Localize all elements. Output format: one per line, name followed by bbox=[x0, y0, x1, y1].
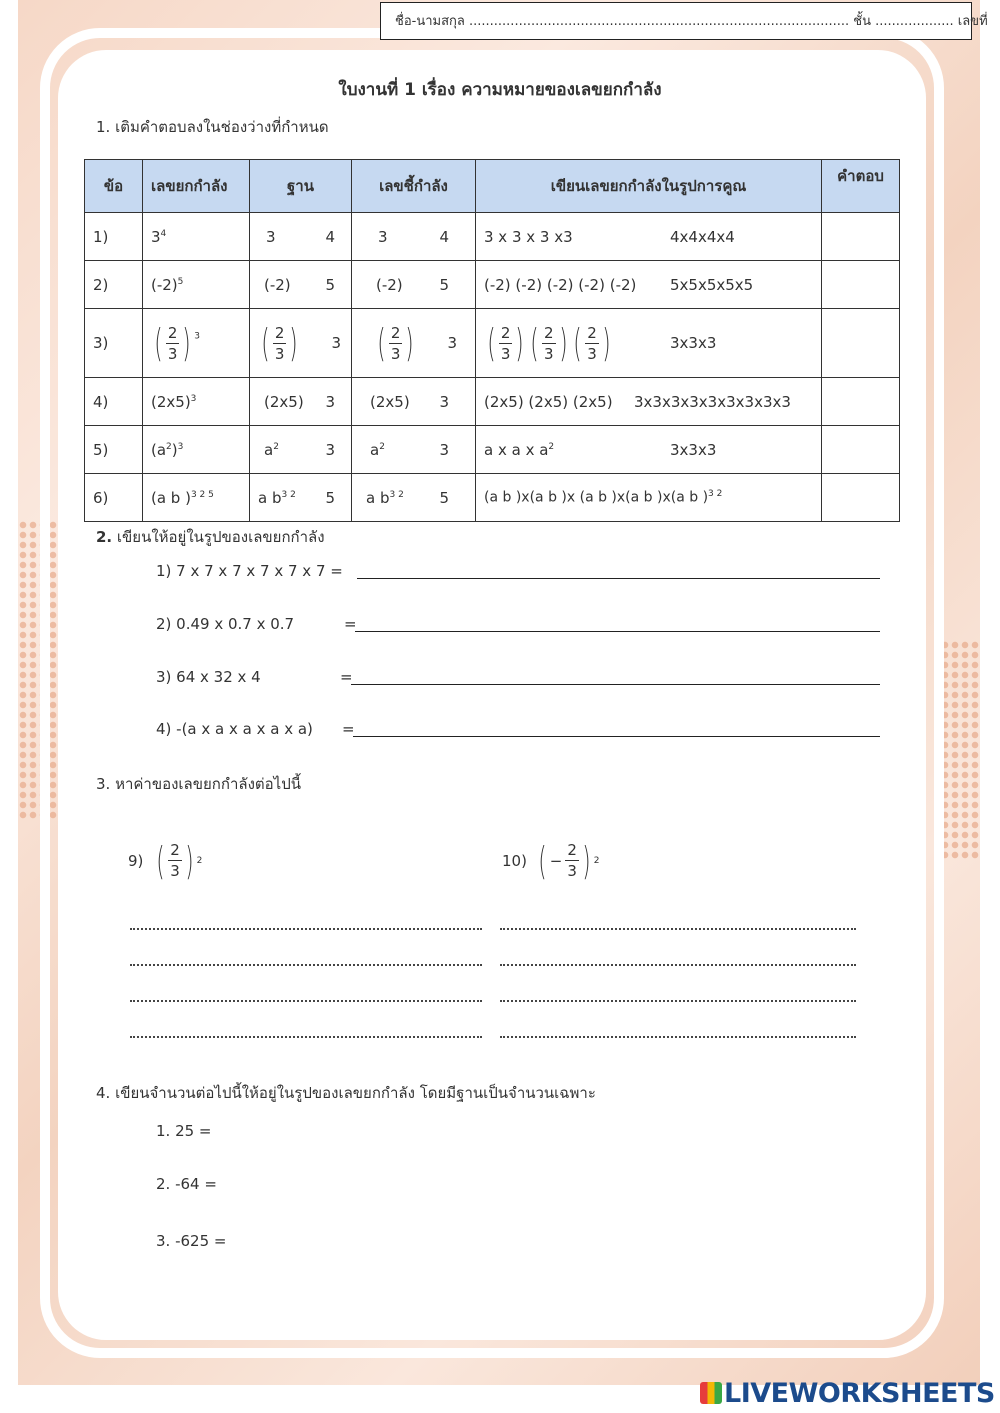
answer-cell[interactable] bbox=[822, 309, 900, 378]
fraction: ( 2 3 ) bbox=[530, 321, 568, 365]
answer-cell[interactable] bbox=[822, 474, 900, 522]
equals-sign: = bbox=[344, 615, 357, 633]
worksheet-title: ใบงานที่ 1 เรื่อง ความหมายของเลขยกกำลัง bbox=[338, 80, 662, 100]
logo-icon bbox=[700, 1382, 722, 1404]
multiplication-cell[interactable] bbox=[476, 426, 822, 474]
exp-b: 5 bbox=[439, 488, 449, 507]
answer-line-1[interactable] bbox=[357, 578, 880, 579]
section2-item-1: 1) 7 x 7 x 7 x 7 x 7 x 7 = bbox=[156, 562, 343, 580]
exp-a: 3 bbox=[378, 227, 388, 246]
multiplication-cell[interactable] bbox=[476, 309, 822, 378]
work-line-10-4[interactable] bbox=[500, 1036, 856, 1038]
expr-exponent: 3 bbox=[194, 331, 200, 341]
table-row bbox=[85, 426, 900, 474]
expr-base: (-2) bbox=[151, 275, 178, 294]
multiplication-cell[interactable] bbox=[476, 474, 822, 522]
row-number: 2) bbox=[85, 261, 143, 309]
expr-cell bbox=[143, 426, 250, 474]
base-b: 3 bbox=[331, 334, 341, 352]
exponent-cell[interactable] bbox=[352, 378, 476, 426]
expr-exponent: 5 bbox=[177, 276, 184, 287]
exponent-cell[interactable] bbox=[352, 213, 476, 261]
equals-sign: = bbox=[342, 720, 355, 738]
multiplication-cell[interactable] bbox=[476, 378, 822, 426]
expr-base: (a b ) bbox=[151, 488, 191, 507]
section2-item-4: 4) -(a x a x a x a x a) bbox=[156, 720, 313, 738]
exp-b: 4 bbox=[439, 227, 449, 246]
mult-a: (a b )x(a b )x (a b )x(a b )x(a b ) bbox=[484, 489, 709, 506]
expr-cell bbox=[143, 309, 250, 378]
problem-9-exponent: 2 bbox=[196, 855, 203, 866]
base-a: (2x5) bbox=[264, 392, 304, 411]
work-line-9-4[interactable] bbox=[130, 1036, 482, 1038]
answer-cell[interactable] bbox=[822, 378, 900, 426]
mult-a: 3 x 3 x 3 x3 bbox=[484, 227, 573, 246]
expr-close: ) bbox=[171, 440, 178, 459]
table-row bbox=[85, 309, 900, 378]
row-number: 5) bbox=[85, 426, 143, 474]
base-sup: 2 bbox=[273, 441, 279, 452]
exponent-cell[interactable] bbox=[352, 309, 476, 378]
problem-10-exponent: 2 bbox=[593, 855, 600, 866]
fraction: ( 2 3 ) bbox=[377, 321, 414, 365]
expr-exponent: 3 2 5 bbox=[190, 489, 214, 500]
mult-a: (-2) (-2) (-2) (-2) (-2) bbox=[484, 275, 637, 294]
mult-b: 3x3x3 bbox=[670, 334, 717, 352]
base-cell[interactable] bbox=[250, 426, 352, 474]
fraction: ( 2 3 ) bbox=[154, 321, 191, 365]
section4-item-1[interactable]: 1. 25 = bbox=[156, 1122, 212, 1140]
expr-cell bbox=[143, 474, 250, 522]
name-box[interactable]: ชื่อ-นามสกุล ............................................................................................ ชั้น ................... เลขที่ bbox=[380, 2, 972, 40]
mult-a: a x a x a bbox=[484, 440, 549, 459]
base-b: 4 bbox=[325, 227, 335, 246]
exponent-cell[interactable] bbox=[352, 474, 476, 522]
expr-base: (a bbox=[151, 440, 167, 459]
section4-item-3[interactable]: 3. -625 = bbox=[156, 1232, 227, 1250]
answer-cell[interactable] bbox=[822, 426, 900, 474]
row-number: 3) bbox=[85, 309, 143, 378]
base-cell[interactable] bbox=[250, 213, 352, 261]
exp-b: 3 bbox=[439, 392, 449, 411]
work-line-10-2[interactable] bbox=[500, 964, 856, 966]
exp-a: a b bbox=[366, 488, 390, 507]
expr-exponent: 3 bbox=[177, 441, 184, 452]
expr-inner-exponent: 2 bbox=[166, 441, 172, 452]
col-header-multiplication: เขียนเลขยกกำลังในรูปการคูณ bbox=[476, 160, 822, 213]
base-a: 3 bbox=[266, 227, 276, 246]
work-line-9-2[interactable] bbox=[130, 964, 482, 966]
section4-heading: 4. เขียนจำนวนต่อไปนี้ให้อยู่ในรูปของเลขยกกำลัง โดยมีฐานเป็นจำนวนเฉพาะ bbox=[96, 1084, 596, 1102]
answer-cell[interactable] bbox=[822, 213, 900, 261]
base-b: 3 bbox=[325, 392, 335, 411]
expr-cell bbox=[143, 378, 250, 426]
exp-a: (2x5) bbox=[370, 392, 410, 411]
base-cell[interactable] bbox=[250, 309, 352, 378]
logo-text: LIVEWORKSHEETS bbox=[724, 1378, 995, 1409]
expr-cell bbox=[143, 213, 250, 261]
section3-heading: 3. หาค่าของเลขยกกำลังต่อไปนี้ bbox=[96, 775, 301, 793]
table-header-row bbox=[85, 160, 900, 213]
fraction: ( 2 3 ) bbox=[487, 321, 524, 365]
col-header-exponent: เลขชี้กำลัง bbox=[352, 160, 476, 213]
table-row bbox=[85, 261, 900, 309]
work-line-10-1[interactable] bbox=[500, 928, 856, 930]
col-header-base: ฐาน bbox=[250, 160, 352, 213]
mult-a: (2x5) (2x5) (2x5) bbox=[484, 392, 613, 411]
base-cell[interactable] bbox=[250, 261, 352, 309]
mult-b: 5x5x5x5x5 bbox=[670, 275, 754, 294]
base-cell[interactable] bbox=[250, 378, 352, 426]
section2-heading: 2. เขียนให้อยู่ในรูปของเลขยกกำลัง bbox=[96, 528, 325, 546]
fraction: ( 2 3 ) bbox=[156, 838, 194, 883]
row-number: 6) bbox=[85, 474, 143, 522]
table-row bbox=[85, 474, 900, 522]
multiplication-cell[interactable] bbox=[476, 213, 822, 261]
base-cell[interactable] bbox=[250, 474, 352, 522]
answer-line-3[interactable] bbox=[351, 684, 880, 685]
work-line-10-3[interactable] bbox=[500, 1000, 856, 1002]
row-number: 4) bbox=[85, 378, 143, 426]
answer-line-2[interactable] bbox=[355, 631, 880, 632]
section1-heading: 1. เติมคำตอบลงในช่องว่างที่กำหนด bbox=[96, 118, 329, 136]
work-line-9-1[interactable] bbox=[130, 928, 482, 930]
expr-exponent: 3 bbox=[190, 393, 197, 404]
expr-base: 3 bbox=[151, 227, 161, 246]
col-header-answer: คำตอบ bbox=[822, 160, 900, 213]
exp-a: a bbox=[370, 440, 380, 459]
mult-b: 3x3x3x3x3x3x3x3x3 bbox=[634, 392, 791, 411]
exp-sup: 3 2 bbox=[389, 489, 404, 500]
section2-item-3: 3) 64 x 32 x 4 bbox=[156, 668, 261, 686]
exponent-cell[interactable] bbox=[352, 261, 476, 309]
mult-sup: 3 2 bbox=[708, 489, 723, 500]
base-b: 5 bbox=[325, 275, 335, 294]
col-header-no: ข้อ bbox=[85, 160, 143, 213]
exponent-cell[interactable] bbox=[352, 426, 476, 474]
section2-item-2: 2) 0.49 x 0.7 x 0.7 bbox=[156, 615, 295, 633]
mult-b: 3x3x3 bbox=[670, 440, 717, 459]
problem-10 bbox=[502, 840, 599, 881]
base-a: a bbox=[264, 440, 274, 459]
expr-cell bbox=[143, 261, 250, 309]
table-row bbox=[85, 378, 900, 426]
expr-base: (2x5) bbox=[151, 392, 191, 411]
fraction: ( − $\frac{2}{3}$ ) bbox=[538, 838, 591, 883]
base-a: a b bbox=[258, 488, 282, 507]
equals-sign: = bbox=[340, 668, 353, 686]
base-sup: 3 2 bbox=[281, 489, 296, 500]
exp-b: 3 bbox=[439, 440, 449, 459]
exponent-table bbox=[84, 159, 900, 522]
exp-b: 3 bbox=[447, 334, 457, 352]
mult-sup: 2 bbox=[548, 441, 555, 452]
exp-a: (-2) bbox=[376, 275, 403, 294]
fraction: ( 2 3 ) bbox=[573, 321, 611, 365]
exp-sup: 2 bbox=[379, 441, 385, 452]
problem-9-label: 9) bbox=[128, 851, 144, 870]
liveworksheets-logo bbox=[700, 1378, 995, 1409]
base-b: 5 bbox=[325, 488, 335, 507]
col-header-expr: เลขยกกำลัง bbox=[143, 160, 250, 213]
base-a: (-2) bbox=[264, 275, 291, 294]
fraction: ( 2 3 ) bbox=[261, 321, 298, 365]
problem-10-label: 10) bbox=[502, 851, 527, 870]
row-number: 1) bbox=[85, 213, 143, 261]
section4-item-2[interactable]: 2. -64 = bbox=[156, 1175, 217, 1193]
problem-9 bbox=[128, 840, 202, 881]
table-row bbox=[85, 213, 900, 261]
exp-b: 5 bbox=[439, 275, 449, 294]
multiplication-cell[interactable] bbox=[476, 261, 822, 309]
work-line-9-3[interactable] bbox=[130, 1000, 482, 1002]
answer-cell[interactable] bbox=[822, 261, 900, 309]
mult-b: 4x4x4x4 bbox=[670, 227, 735, 246]
dot-pattern-right bbox=[940, 640, 980, 860]
answer-line-4[interactable] bbox=[353, 736, 880, 737]
expr-exponent: 4 bbox=[160, 228, 167, 239]
base-b: 3 bbox=[325, 440, 335, 459]
